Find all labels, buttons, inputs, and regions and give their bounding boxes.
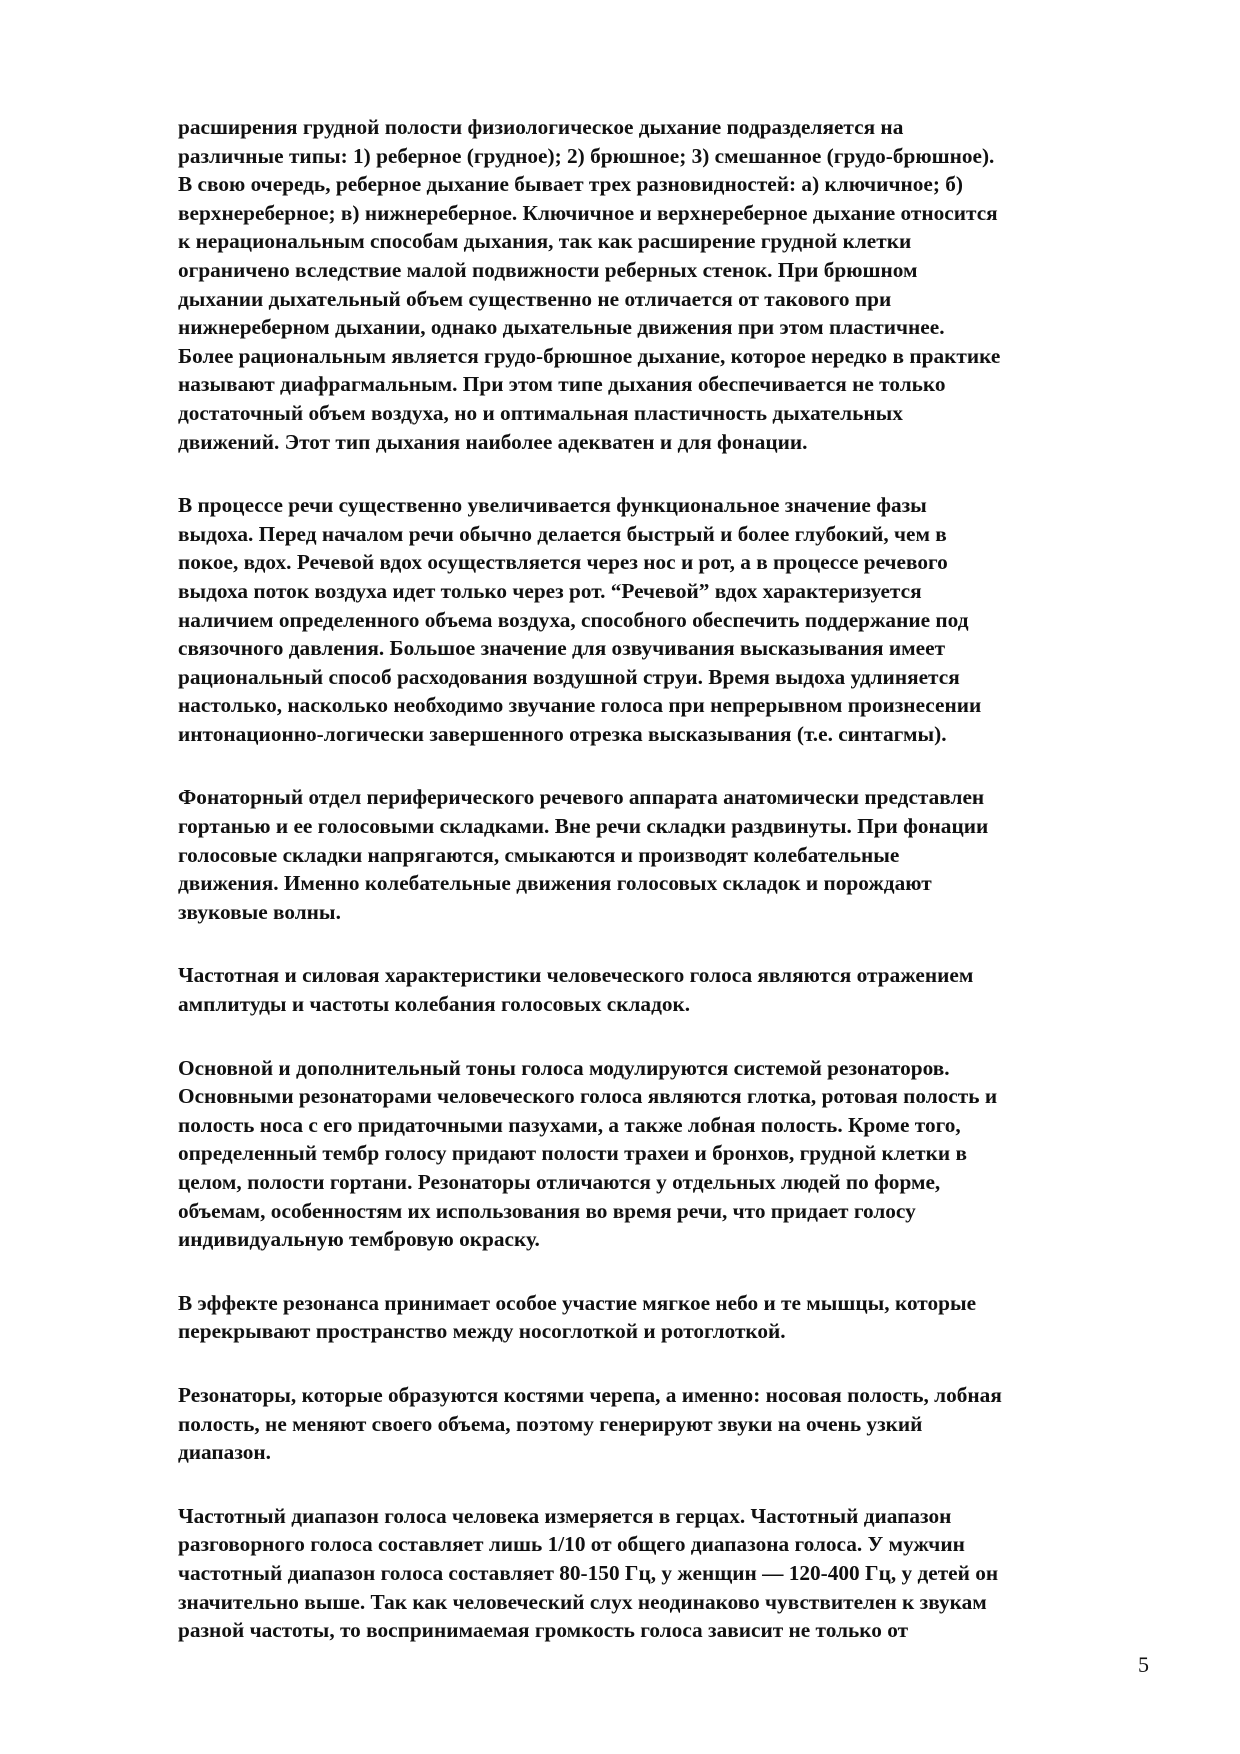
text-line: В свою очередь, реберное дыхание бывает трех разновидностей: а) ключичное; б) [178,172,963,197]
document-body [178,113,1002,1680]
text-line: нижнереберном дыхании, однако дыхательные движения при этом пластичнее. [178,315,945,340]
text-line: верхнереберное; в) нижнереберное. Ключичное и верхнереберное дыхание относится [178,200,998,225]
text-line: связочного давления. Большое значение для озвучивания высказывания имеет [178,636,946,661]
text-line: выдоха. Перед началом речи обычно делается быстрый и более глубокий, чем в [178,521,947,546]
text-line: интонационно-логически завершенного отрезка высказывания (т.е. синтагмы). [178,721,947,746]
paragraph [178,491,1002,748]
text-line: значительно выше. Так как человеческий слух неодинаково чувствителен к звукам [178,1589,987,1614]
page-number: 5 [1138,1652,1149,1677]
paragraph [178,961,1002,1018]
text-line: Основными резонаторами человеческого голоса являются глотка, ротовая полость и [178,1084,998,1109]
text-line: разговорного голоса составляет лишь 1/10 от общего диапазона голоса. У мужчин [178,1532,965,1557]
text-line: выдоха поток воздуха идет только через рот. “Речевой” вдох характеризуется [178,578,922,603]
paragraph [178,783,1002,926]
text-line: движения. Именно колебательные движения голосовых складок и порождают [178,871,932,896]
text-line: амплитуды и частоты колебания голосовых складок. [178,992,691,1017]
text-line: Частотная и силовая характеристики человеческого голоса являются отражением [178,963,974,988]
text-line: настолько, насколько необходимо звучание голоса при непрерывном произнесении [178,693,982,718]
paragraph [178,1054,1002,1254]
text-line: разной частоты, то воспринимаемая громкость голоса зависит не только от [178,1618,909,1643]
text-line: полость, не меняют своего объема, поэтому генерируют звуки на очень узкий [178,1411,923,1436]
text-line: Резонаторы, которые образуются костями черепа, а именно: носовая полость, лобная [178,1382,1002,1407]
text-line: полость носа с его придаточными пазухами, а также лобная полость. Кроме того, [178,1112,961,1137]
text-line: называют диафрагмальным. При этом типе дыхания обеспечивается не только [178,372,946,397]
text-line: Частотный диапазон голоса человека измеряется в герцах. Частотный диапазон [178,1503,952,1528]
text-line: рациональный способ расходования воздушной струи. Время выдоха удлиняется [178,664,960,689]
text-line: ограничено вследствие малой подвижности реберных стенок. При брюшном [178,257,918,282]
text-line: наличием определенного объема воздуха, способного обеспечить поддержание под [178,607,969,632]
paragraph [178,1502,1002,1645]
text-line: голосовые складки напрягаются, смыкаются и производят колебательные [178,842,900,867]
paragraph [178,1381,1002,1467]
text-line: дыхании дыхательный объем существенно не отличается от такового при [178,286,892,311]
text-line: перекрывают пространство между носоглоткой и ротоглоткой. [178,1319,786,1344]
text-line: Более рациональным является грудо-брюшное дыхание, которое нередко в практике [178,343,1001,368]
text-line: достаточный объем воздуха, но и оптимальная пластичность дыхательных [178,400,903,425]
text-line: покое, вдох. Речевой вдох осуществляется через нос и рот, а в процессе речевого [178,550,948,575]
text-line: В процессе речи существенно увеличивается функциональное значение фазы [178,493,927,518]
text-line: звуковые волны. [178,899,341,924]
text-line: частотный диапазон голоса составляет 80-150 Гц, у женщин — 120-400 Гц, у детей он [178,1560,999,1585]
text-line: различные типы: 1) реберное (грудное); 2) брюшное; 3) смешанное (грудо-брюшное). [178,143,995,168]
text-line: к нерациональным способам дыхания, так как расширение грудной клетки [178,229,912,254]
text-line: расширения грудной полости физиологическое дыхание подразделяется на [178,115,904,139]
text-line: В эффекте резонанса принимает особое участие мягкое небо и те мышцы, которые [178,1290,977,1315]
text-line: определенный тембр голосу придают полости трахеи и бронхов, грудной клетки в [178,1141,967,1166]
text-line: объемам, особенностям их использования во время речи, что придает голосу [178,1198,916,1223]
text-line: индивидуальную тембровую окраску. [178,1227,540,1252]
text-line: движений. Этот тип дыхания наиболее адекватен и для фонации. [178,429,808,454]
paragraph [178,113,1002,456]
text-line: целом, полости гортани. Резонаторы отличаются у отдельных людей по форме, [178,1170,941,1194]
text-line: Основной и дополнительный тоны голоса модулируются системой резонаторов. [178,1055,950,1080]
text-line: гортанью и ее голосовыми складками. Вне речи складки раздвинуты. При фонации [178,814,989,839]
text-line: Фонаторный отдел периферического речевого аппарата анатомически представлен [178,785,985,810]
text-line: диапазон. [178,1440,272,1465]
paragraph [178,1289,1002,1346]
